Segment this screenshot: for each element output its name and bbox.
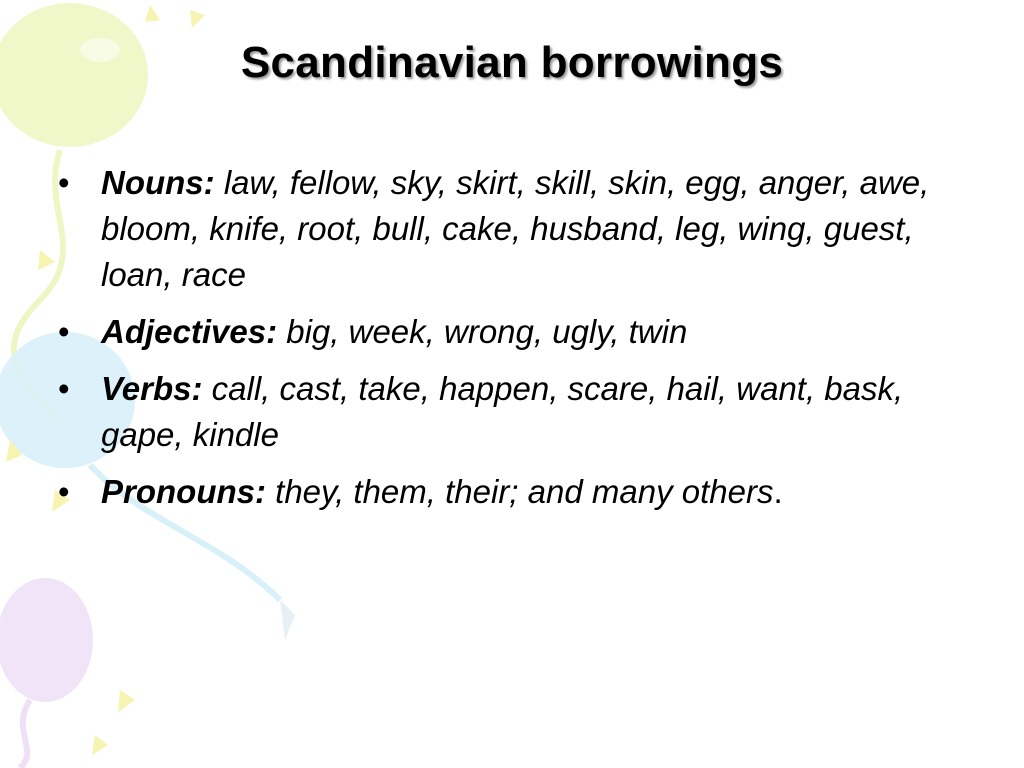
slide-title: Scandinavian borrowings	[240, 38, 784, 87]
bullet-tail-pronouns: .	[773, 473, 783, 510]
bullet-label-pronouns: Pronouns:	[101, 473, 266, 510]
bullet-dot: •	[58, 473, 70, 510]
sparkle-7	[118, 690, 135, 712]
bullet-label-verbs: Verbs:	[101, 370, 203, 407]
bullet-list	[58, 160, 958, 526]
sparkle-1	[145, 5, 160, 22]
bullet-nouns	[58, 160, 958, 298]
sparkle-8	[92, 735, 108, 755]
bullet-text-nouns: law, fellow, sky, skirt, skill, skin, egg, anger, awe, bloom, knife, root, bull, cake, husband, leg, wing, guest, loan, race	[101, 164, 930, 293]
balloon-purple-string	[20, 700, 30, 768]
balloon-purple	[0, 578, 93, 702]
sparkle-3	[38, 250, 55, 270]
bullet-dot: •	[58, 164, 70, 201]
bullet-text-verbs: call, cast, take, happen, scare, hail, want, bask, gape, kindle	[101, 370, 904, 453]
bullet-pronouns	[58, 469, 958, 515]
bullet-label-nouns: Nouns:	[101, 164, 215, 201]
bullet-text-pronouns: they, them, their; and many others	[265, 473, 774, 510]
bullet-dot: •	[58, 370, 70, 407]
bullet-adjectives	[58, 309, 958, 355]
bullet-label-adjectives: Adjectives:	[101, 313, 278, 350]
sparkle-6	[280, 600, 295, 640]
bullet-text-adjectives: big, week, wrong, ugly, twin	[277, 313, 688, 350]
bullet-verbs	[58, 366, 958, 458]
sparkle-2	[190, 10, 205, 28]
bullet-dot: •	[58, 313, 70, 350]
